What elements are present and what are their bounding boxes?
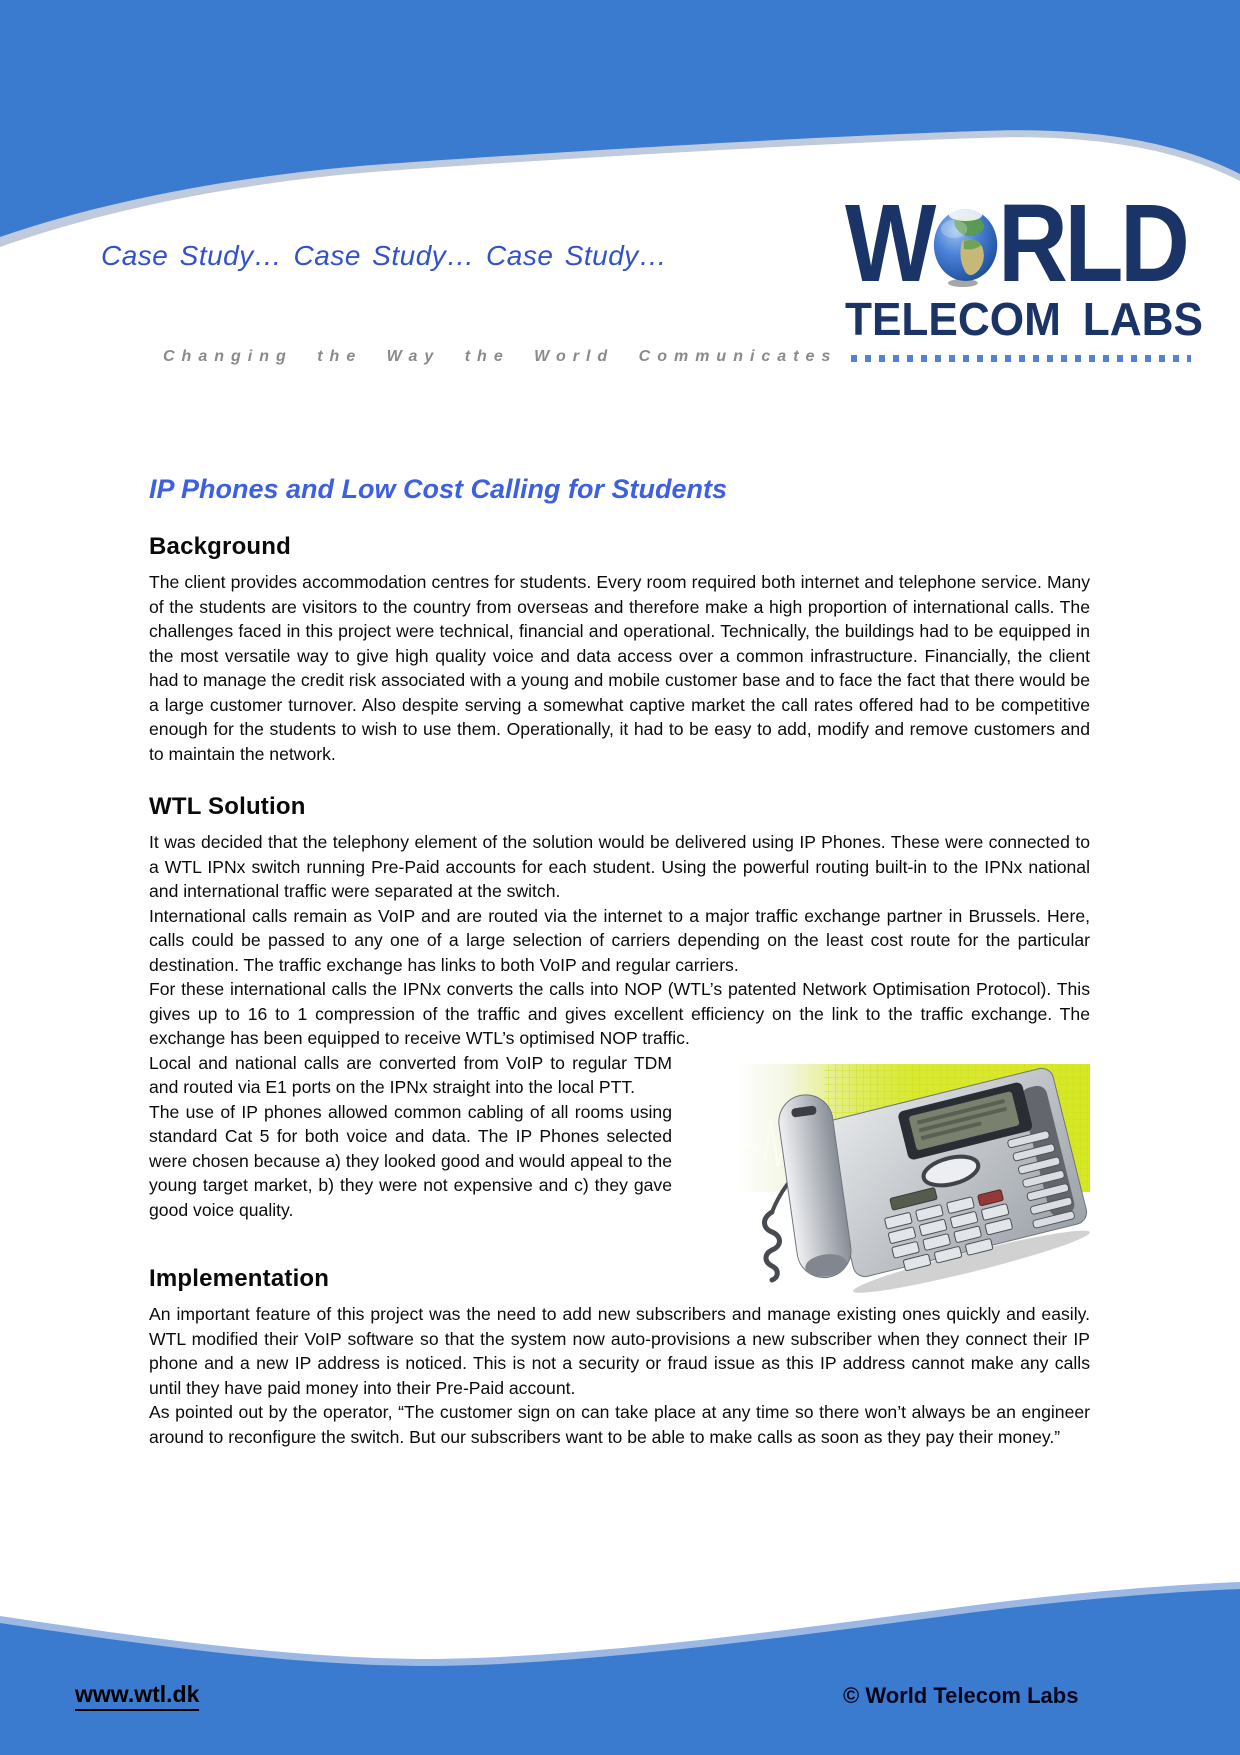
- ip-phone-photo: [688, 1051, 1090, 1203]
- copyright-notice: © World Telecom Labs: [843, 1683, 1079, 1708]
- paragraph: The client provides accommodation centres for students. Every room required both internet and telephone service. Many of the students are visitors to the country from overseas and therefore make a high proportion of international calls. The challenges faced in this project were technical, financial and operational. Technically, the buildings had to be equipped in the most versatile way to give high quality voice and data access over a common infrastructure. Financially, the client had to manage the credit risk associated with a young and mobile customer base and to face the fact that there would be a large customer turnover. Also despite serving a somewhat captive market the call rates offered had to be competitive enough for the students to wish to use them. Operationally, it had to be easy to add, modify and remove customers and to maintain the network.: [149, 572, 1090, 764]
- dotted-divider: [851, 355, 1191, 362]
- article: [149, 472, 1090, 1449]
- paragraph: Local and national calls are converted from VoIP to regular TDM and routed via E1 ports on the IPNx straight into the local PTT.: [149, 1052, 672, 1097]
- section-heading-wtl-solution: WTL Solution: [149, 793, 306, 820]
- company-tagline: Changing the Way the World Communicates: [163, 348, 838, 365]
- website-link[interactable]: www.wtl.dk: [75, 1681, 199, 1711]
- section-heading-background: Background: [149, 533, 292, 560]
- paragraph: It was decided that the telephony element of the solution would be delivered using IP Phones. These were connected to a WTL IPNx switch running Pre-Paid accounts for each student. Using the powerful routing built-in to the IPNx national and international traffic were separated at the switch.: [149, 832, 1090, 901]
- page-title: IP Phones and Low Cost Calling for Students: [149, 474, 728, 504]
- case-study-strapline: Case Study… Case Study… Case Study…: [101, 240, 668, 271]
- paragraph: As pointed out by the operator, “The customer sign on can take place at any time so there won’t always be an engineer around to reconfigure the switch. But our subscribers want to be able to make calls as soon as they pay their money.”: [149, 1402, 1090, 1447]
- logo-letter-w: W: [845, 182, 933, 305]
- wtl-logo: [845, 182, 1203, 345]
- tagline-row: [163, 348, 1191, 366]
- paragraph: International calls remain as VoIP and are routed via the internet to a major traffic exchange partner in Brussels. Here, calls could be passed to any one of a large selection of carriers depending on the least cost route for the particular destination. The traffic exchange has links to both VoIP and regular carriers.: [149, 905, 1090, 975]
- paragraph: For these international calls the IPNx converts the calls into NOP (WTL’s patented Network Optimisation Protocol). This gives up to 16 to 1 compression of the traffic and gives excellent efficiency on the link to the traffic exchange. The exchange has been equipped to receive WTL’s optimised NOP traffic.: [149, 979, 1090, 1048]
- logo-word-world: [845, 182, 1187, 305]
- logo-letters-rld: RLD: [997, 182, 1187, 305]
- footer-wave: [0, 1560, 1240, 1755]
- phone-illustration: [738, 1064, 1090, 1299]
- logo-word-telecom-labs: TELECOM LABS: [845, 293, 1203, 345]
- globe-icon: [930, 200, 1000, 280]
- section-heading-implementation: Implementation: [149, 1265, 330, 1292]
- paragraph: The use of IP phones allowed common cabling of all rooms using standard Cat 5 for both voice and data. The IP Phones selected were chosen because a) they looked good and would appeal to the young target market, b) they were not expensive and c) they gave good voice quality.: [149, 1101, 672, 1220]
- paragraph: An important feature of this project was the need to add new subscribers and manage existing ones quickly and easily. WTL modified their VoIP software so that the system now auto-provisions a new subscriber when they connect their IP phone and a new IP address is noticed. This is not a security or fraud issue as this IP address cannot make any calls until they have paid money into their Pre-Paid account.: [149, 1304, 1090, 1398]
